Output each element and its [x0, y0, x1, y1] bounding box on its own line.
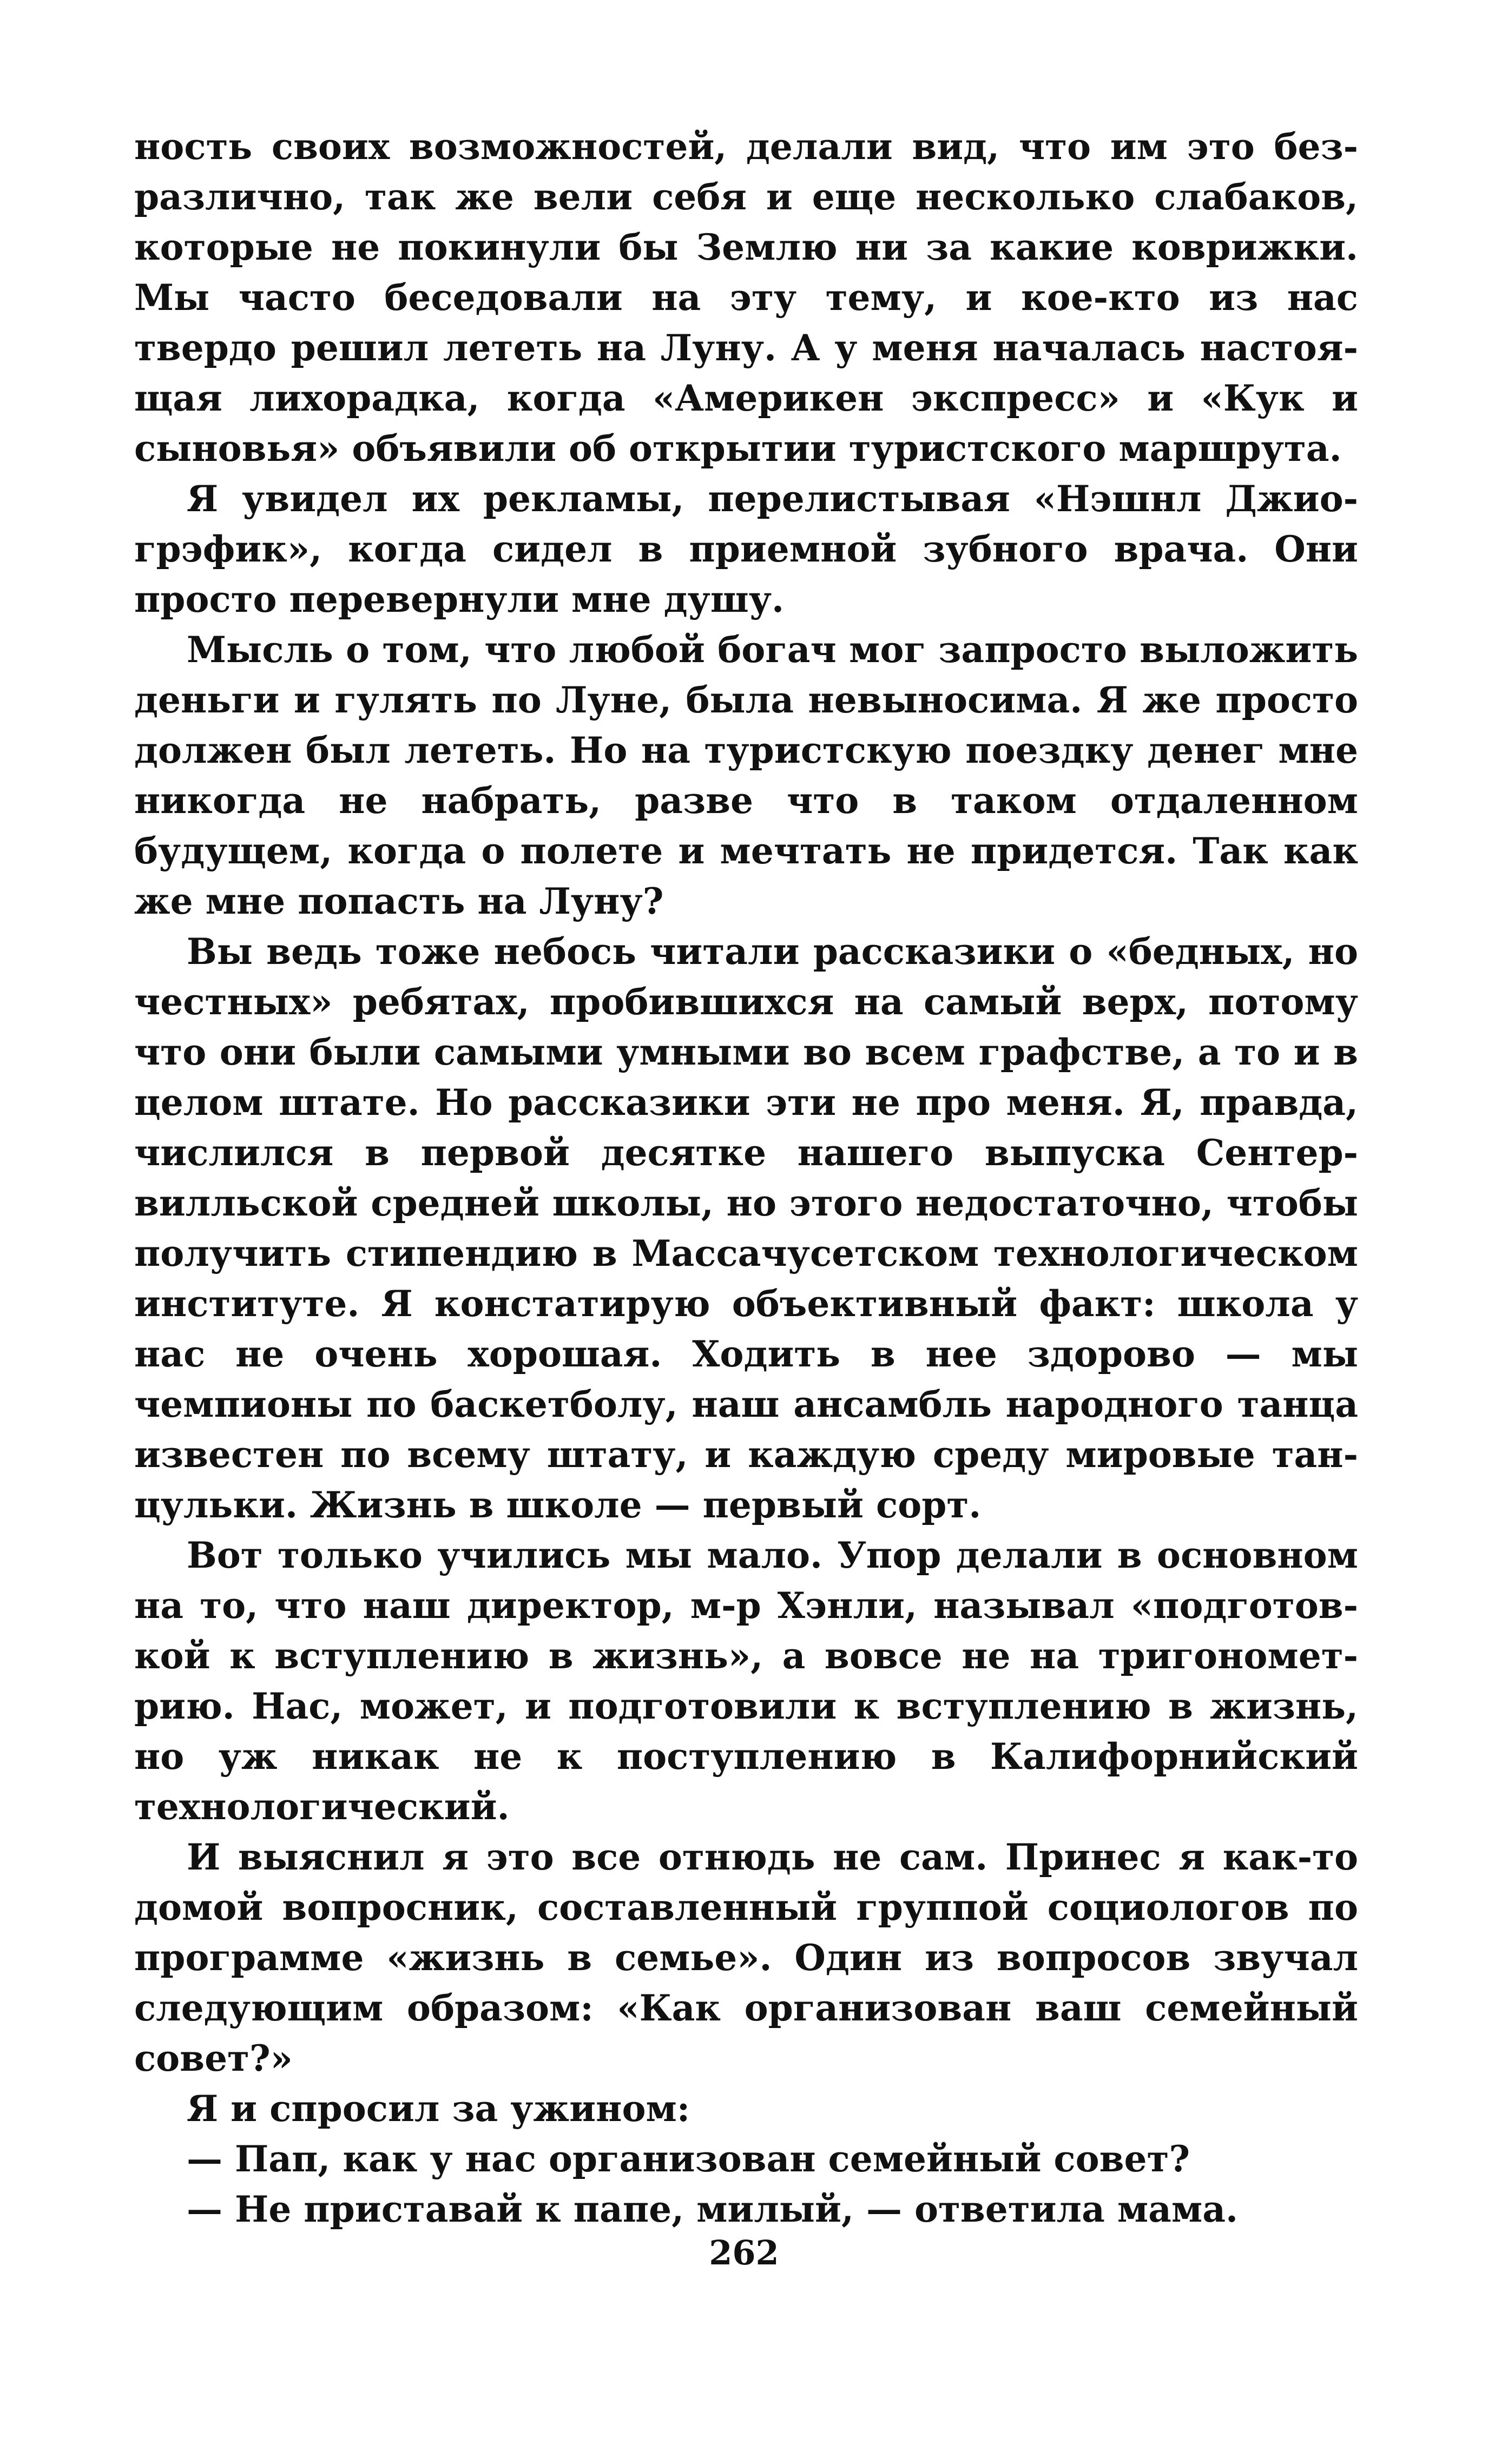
paragraph-6: И выяснил я это все отнюдь не сам. Принес я как-то домой вопросник, составленный группой социологов по программе «жизнь в семье». Один из вопросов звучал следующим образом: «Как организован ваш семейный совет?» [134, 1836, 1358, 2079]
paragraph-4: Вы ведь тоже небось читали рассказики о «бедных, но честных» ребятах, пробившихся на самый верх, потому что они были самыми умными во всем графстве, а то и в целом штате. Но рассказики эти не про меня. Я, правда, числился в первой десятке нашего выпуска Сентервилльской средней школы, но этого недостаточно, чтобы получить стипендию в Массачусетском технологическом институте. Я констатирую объективный факт: школа у нас не очень хорошая. Ходить в нее здорово — мы чемпионы по баскетболу, наш ансамбль народного танца известен по всему штату, и каждую среду мировые танцульки. Жизнь в школе — первый сорт. [134, 930, 1358, 1526]
dialogue-line-2: — Не приставай к папе, милый, — ответила мама. [187, 2188, 1239, 2230]
page-body [134, 122, 1358, 2235]
page-number: 262 [709, 2233, 779, 2273]
paragraph-7: Я и спросил за ужином: [187, 2088, 690, 2130]
paragraph-5: Вот только учились мы мало. Упор делали в основном на то, что наш директор, м-р Хэнли, называл «подготовкой к вступлению в жизнь», а вовсе не на тригонометрию. Нас, может, и подготовили к вступлению в жизнь, но уж никак не к поступлению в Калифорнийский технологический. [134, 1534, 1358, 1828]
paragraph-1: ность своих возможностей, делали вид, что им это безразлично, так же вели себя и еще несколько слабаков, которые не покинули бы Землю ни за какие коврижки. Мы часто беседовали на эту тему, и кое-кто из нас твердо решил лететь на Луну. А у меня началась настоящая лихорадка, когда «Америкен экспресс» и «Кук и сыновья» объявили об открытии туристского маршрута. [134, 125, 1358, 470]
paragraph-2: Я увидел их рекламы, перелистывая «Нэшнл Джиогрэфик», когда сидел в приемной зубного врача. Они просто перевернули мне душу. [134, 478, 1358, 620]
dialogue-line-1: — Пап, как у нас организован семейный совет? [187, 2138, 1190, 2180]
paragraph-3: Мысль о том, что любой богач мог запросто выложить деньги и гулять по Луне, была невыносима. Я же просто должен был лететь. Но на туристскую поездку денег мне никогда не набрать, разве что в таком отдаленном будущем, когда о полете и мечтать не придется. Так как же мне попасть на Луну? [134, 629, 1358, 922]
